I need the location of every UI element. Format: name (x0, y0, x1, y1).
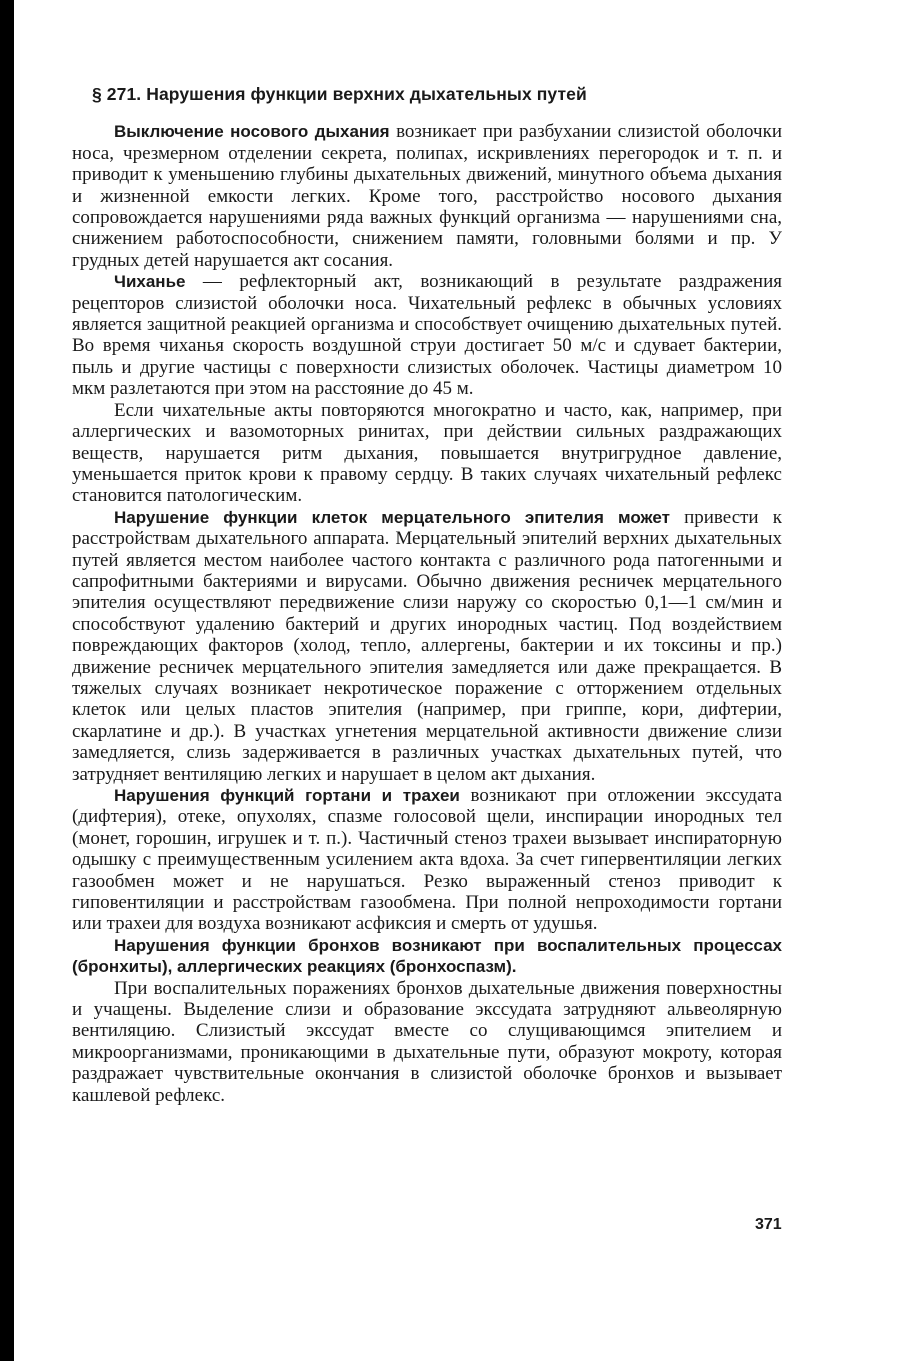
paragraph-lead: Нарушения функций гортани и трахеи (114, 786, 460, 805)
paragraph-text: Если чихательные акты повторяются многократно и часто, как, например, при аллергических и вазомоторных ринитах, при действии сильных раздражающих веществ, нарушается ритм дыхания, повышается внутригрудное давление, уменьшается приток крови к правому сердцу. В таких случаях чихательный рефлекс становится патологическим. (72, 399, 782, 507)
paragraph-lead: Нарушение функции клеток мерцательного эпителия может (114, 507, 670, 527)
paragraph-text: При воспалительных поражениях бронхов дыхательные движения поверхностны и учащены. Выделение слизи и образование экссудата затрудняют альвеолярную вентиляцию. Слизистый экссудат вместе со слущивающимся эпителием и микроорганизмами, проникающими в дыхательные пути, образуют мокроту, которая раздражает чувствительные окончания в слизистой оболочке бронхов и вызывает кашлевой рефлекс. (72, 977, 782, 1106)
paragraph-nasal-breathing (72, 121, 782, 271)
paragraph-lead: Чиханье (114, 272, 186, 292)
paragraph-lead: Нарушения функции бронхов возникают при воспалительных процессах (бронхиты), аллергических реакциях (бронхоспазм). (72, 935, 782, 977)
paragraph-lead: Выключение носового дыхания (114, 122, 390, 142)
paragraph-text: возникает при разбухании слизистой оболочки носа, чрезмерном отделении секрета, полипах, искривлениях перегородок и т. п. и приводит к уменьшению глубины дыхательных движений, минутного объема дыхания и жизненной емкости легких. Кроме того, расстройство носового дыхания сопровождается нарушениями ряда важных функций организма — нарушениями сна, снижением работоспособности, снижением памяти, головными болями и пр. У грудных детей нарушается акт сосания. (72, 121, 782, 271)
paragraph-bronchi-heading (72, 935, 782, 978)
page-binding-edge (0, 0, 14, 1361)
paragraph-ciliated-epithelium (72, 507, 782, 785)
paragraph-larynx-trachea (72, 785, 782, 935)
page-number: 371 (755, 1216, 782, 1233)
paragraph-text: — рефлекторный акт, возникающий в результате раздражения рецепторов слизистой оболочки носа. Чихательный рефлекс в обычных условиях является защитной реакцией организма и способствует очищению дыхательных путей. Во время чиханья скорость воздушной струи достигает 50 м/с и сдувает бактерии, пыль и другие частицы с поверхности слизистых оболочек. Частицы диаметром 10 мкм разлетаются при этом на расстояние до 45 м. (72, 271, 782, 400)
paragraph-bronchi-inflammation (72, 978, 782, 1106)
paragraph-sneezing-pathology (72, 400, 782, 507)
paragraph-sneezing (72, 271, 782, 399)
paragraph-text: возникают при отложении экссудата (дифтерия), отеке, опухолях, спазме голосовой щели, инспирации инородных тел (монет, горошин, игрушек и т. п.). Частичный стеноз трахеи вызывает инспираторную одышку с преимущественным усилением акта вдоха. За счет гипервентиляции легких газообмен может и не нарушаться. Резко выраженный стеноз приводит к гиповентиляции и расстройствам газообмена. При полной непроходимости гортани или трахеи для воздуха возникают асфиксия и смерть от удушья. (72, 785, 783, 935)
section-heading: § 271. Нарушения функции верхних дыхательных путей (92, 84, 587, 104)
page-body (72, 80, 782, 1106)
paragraph-text: привести к расстройствам дыхательного аппарата. Мерцательный эпителий верхних дыхательных путей является местом наиболее частого контакта с различного рода патогенными и сапрофитными бактериями и вирусами. Обычно движения ресничек мерцательного эпителия осуществляют передвижение слизи наружу со скоростью 0,1—1 см/мин и способствуют удалению бактерий и других инородных частиц. Под воздействием повреждающих факторов (холод, тепло, аллергены, бактерии и их токсины и пр.) движение ресничек мерцательного эпителия замедляется или даже прекращается. В тяжелых случаях возникает некротическое поражение с отторжением отдельных клеток или целых пластов эпителия (например, при гриппе, кори, дифтерии, скарлатине и др.). В участках угнетения мерцательной активности движение слизи замедляется, слизь задерживается в различных участках дыхательных путей, что затрудняет вентиляцию легких и нарушает в целом акт дыхания. (72, 506, 782, 785)
